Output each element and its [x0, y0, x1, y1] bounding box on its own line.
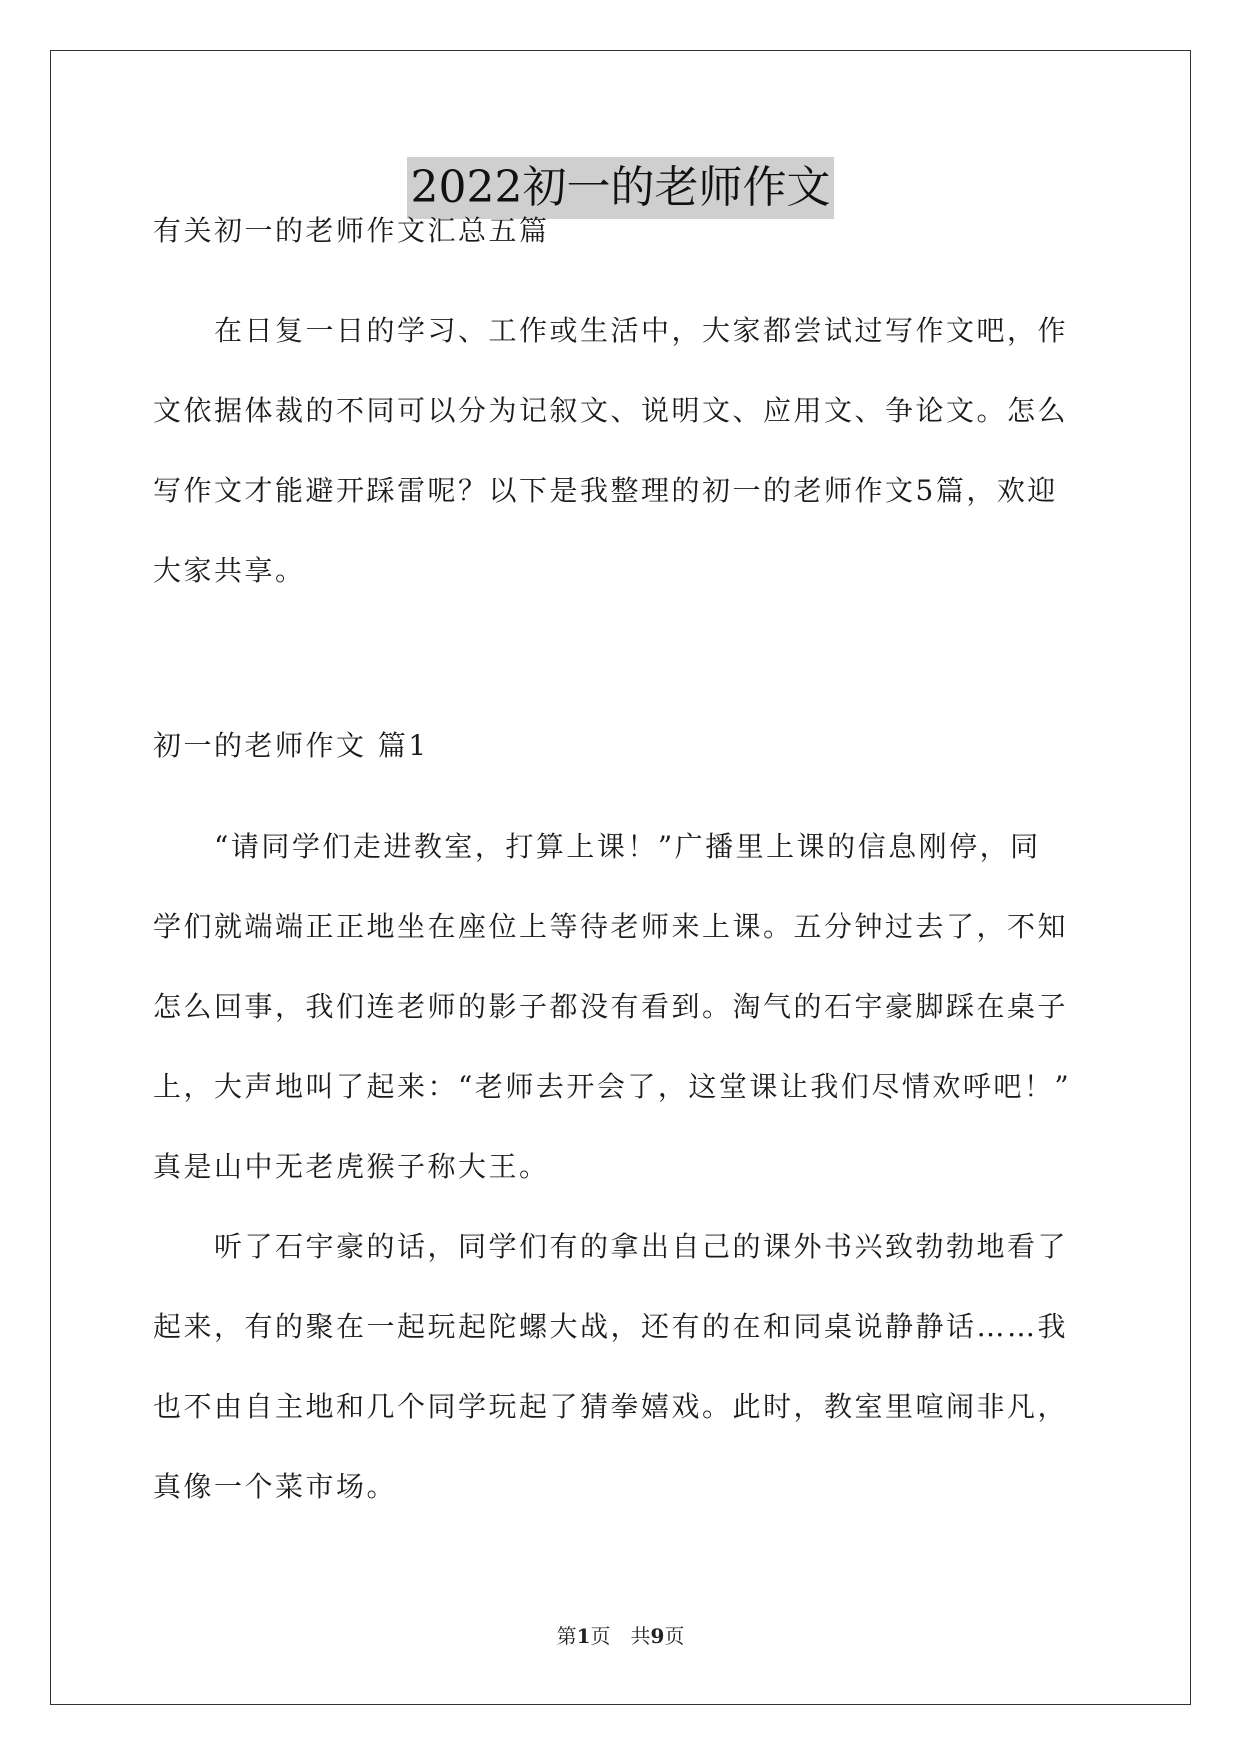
section-heading: 初一的老师作文 篇1: [153, 729, 429, 762]
body-line: 怎么回事，我们连老师的影子都没有看到。淘气的石宇豪脚踩在桌子: [153, 990, 1069, 1023]
body-line: 也不由自主地和几个同学玩起了猜拳嬉戏。此时，教室里喧闹非凡，: [153, 1390, 1069, 1423]
subtitle: 有关初一的老师作文汇总五篇: [153, 214, 550, 247]
body-line: 起来，有的聚在一起玩起陀螺大战，还有的在和同桌说静静话……我: [153, 1310, 1069, 1343]
body-line: 上，大声地叫了起来：“老师去开会了，这堂课让我们尽情欢呼吧！”: [153, 1070, 1072, 1103]
page-prefix: 第: [556, 1624, 577, 1648]
section-body: [153, 807, 1093, 1527]
subtitle-block: [153, 191, 1093, 271]
body-line: 真像一个菜市场。: [153, 1470, 398, 1503]
body-line: 真是山中无老虎猴子称大王。: [153, 1150, 550, 1183]
page-footer: [0, 1620, 1241, 1649]
current-page-number: 1: [576, 1624, 591, 1648]
intro-line: 在日复一日的学习、工作或生活中，大家都尝试过写作文吧，作: [153, 314, 1069, 347]
body-line: 学们就端端正正地坐在座位上等待老师来上课。五分钟过去了，不知: [153, 910, 1069, 943]
total-page-number: 9: [650, 1624, 665, 1648]
intro-line: 文依据体裁的不同可以分为记叙文、说明文、应用文、争论文。怎么: [153, 394, 1069, 427]
body-line: 听了石宇豪的话，同学们有的拿出自己的课外书兴致勃勃地看了: [153, 1230, 1069, 1263]
intro-line: 大家共享。: [153, 554, 306, 587]
page-suffix: 页: [664, 1624, 685, 1648]
section-heading-block: [153, 706, 1093, 786]
body-line: “请同学们走进教室，打算上课！”广播里上课的信息刚停，同: [153, 830, 1041, 863]
intro-line: 写作文才能避开踩雷呢？以下是我整理的初一的老师作文5篇，欢迎: [153, 474, 1058, 507]
document-title: 2022初一的老师作文: [407, 157, 835, 219]
intro-paragraph: [153, 291, 1093, 611]
page-mid: 页 共: [590, 1624, 651, 1648]
